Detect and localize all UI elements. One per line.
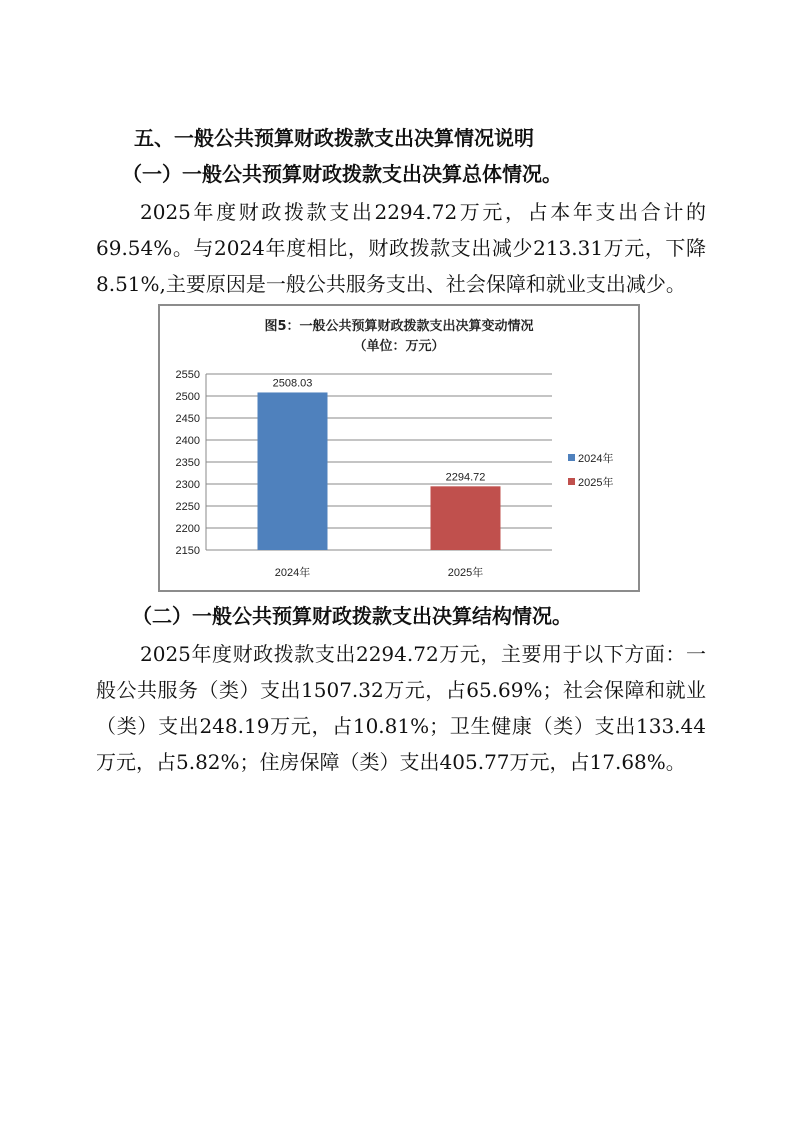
paragraph-2-line-3: （类）支出248.19万元，占10.81%；卫生健康（类）支出133.44 [96,714,706,738]
y-tick-label: 2350 [175,457,200,469]
paragraph-2-line-4: 万元，占5.82%；住房保障（类）支出405.77万元，占17.68%。 [96,750,686,774]
section-title: 五、一般公共预算财政拨款支出决算情况说明 [134,126,534,150]
data-label: 2294.72 [445,471,486,484]
subsection-1-heading: （一）一般公共预算财政拨款支出决算总体情况。 [122,162,562,186]
x-tick-label: 2024年 [274,567,311,579]
y-tick-label: 2400 [175,435,200,447]
y-tick-label: 2550 [175,369,200,381]
paragraph-1-line-2: 69.54%。与2024年度相比，财政拨款支出减少213.31万元，下降 [96,236,706,260]
legend-swatch [568,454,575,461]
y-tick-label: 2200 [175,523,200,535]
y-tick-label: 2450 [175,413,200,425]
chart-subtitle: （单位：万元） [353,339,445,354]
expenditure-change-chart [160,306,638,590]
y-tick-label: 2300 [175,479,200,491]
legend-label: 2025年 [578,477,614,489]
subsection-2-heading: （二）一般公共预算财政拨款支出决算结构情况。 [132,604,572,628]
data-label: 2508.03 [272,377,313,390]
paragraph-1-line-3: 8.51%,主要原因是一般公共服务支出、社会保障和就业支出减少。 [96,272,686,296]
y-tick-label: 2150 [175,545,200,557]
legend-label: 2024年 [578,453,614,465]
y-tick-label: 2500 [175,391,200,403]
bar-1 [258,392,328,550]
chart-frame [158,304,640,592]
paragraph-2-line-1: 2025年度财政拨款支出2294.72万元，主要用于以下方面：一 [140,642,706,666]
legend-swatch [568,478,575,485]
bar-2 [431,486,501,550]
y-tick-label: 2250 [175,501,200,513]
x-tick-label: 2025年 [447,567,484,579]
paragraph-1-line-1: 2025年度财政拨款支出2294.72万元，占本年支出合计的 [140,200,706,224]
paragraph-2-line-2: 般公共服务（类）支出1507.32万元，占65.69%；社会保障和就业 [96,678,706,702]
chart-title: 图5：一般公共预算财政拨款支出决算变动情况 [264,319,534,334]
